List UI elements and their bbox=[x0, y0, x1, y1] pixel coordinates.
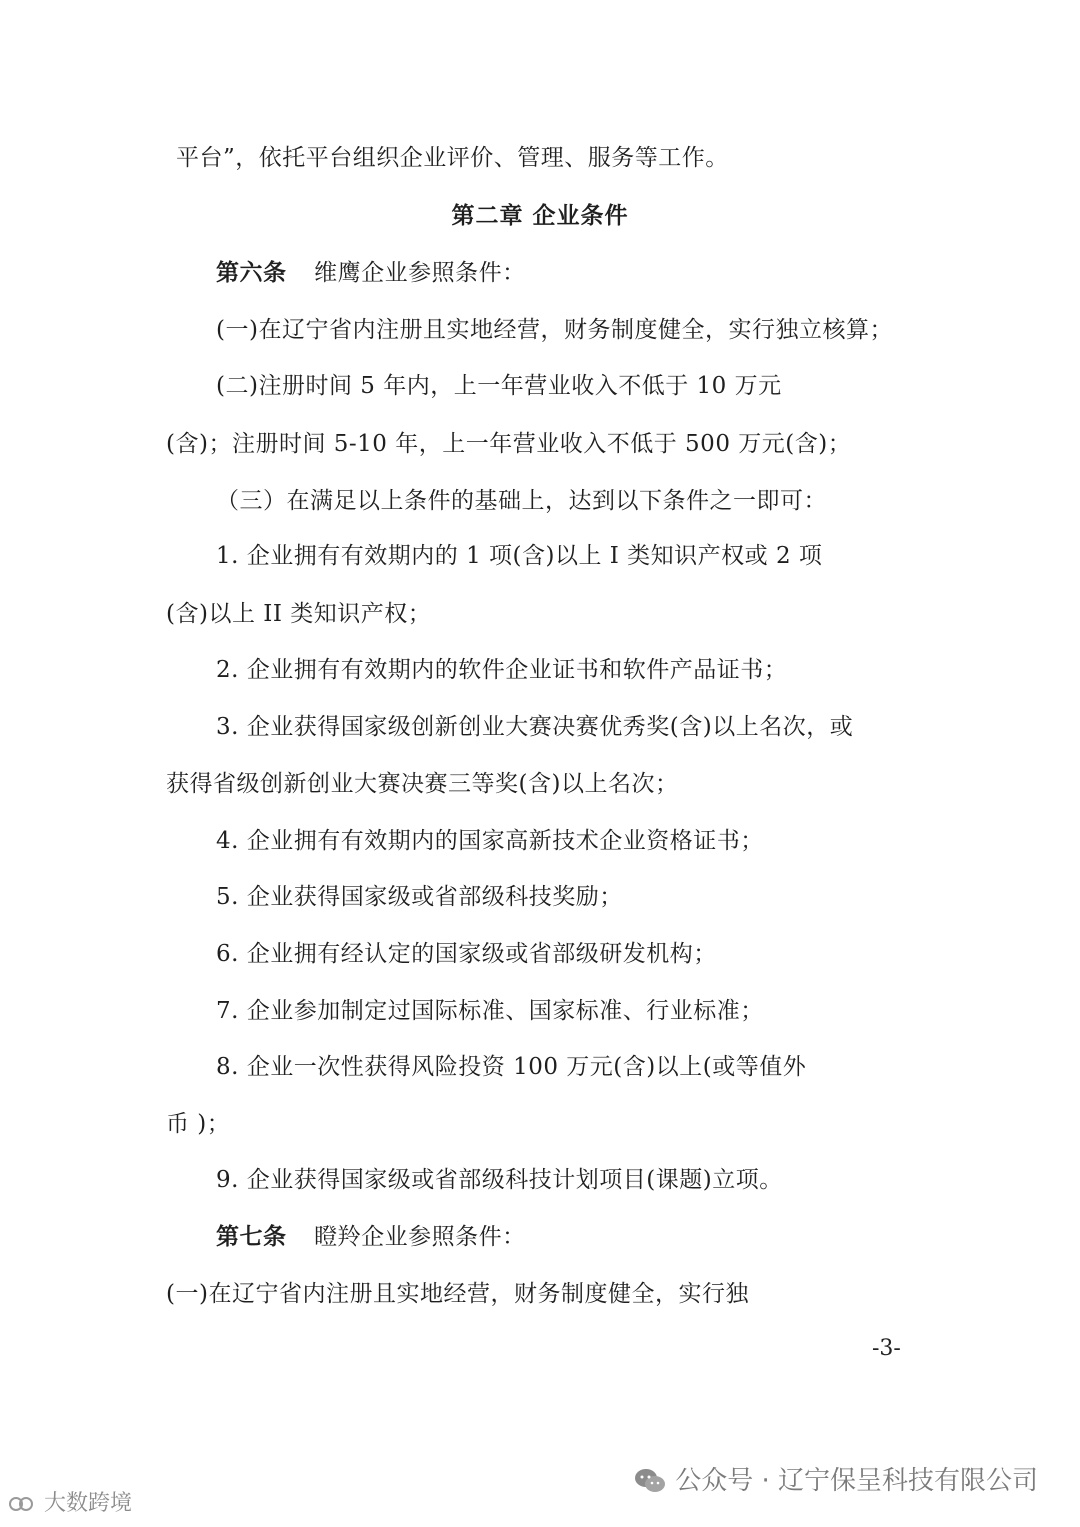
text-line-19: 币 )； bbox=[166, 1111, 231, 1137]
article-seven-line bbox=[216, 1222, 526, 1252]
text-line-8: （三）在满足以上条件的基础上，达到以下条件之一即可： bbox=[216, 488, 827, 514]
article-seven-text: 瞪羚企业参照条件： bbox=[314, 1224, 526, 1250]
article-six-line bbox=[216, 258, 526, 288]
text-line-16: 6. 企业拥有经认定的国家级或省部级研发机构； bbox=[216, 941, 717, 967]
text-line-13: 获得省级创新创业大赛决赛三等奖(含)以上名次； bbox=[166, 771, 679, 797]
chapter-heading: 第二章 企业条件 bbox=[451, 202, 629, 229]
text-line-18: 8. 企业一次性获得风险投资 100 万元(含)以上(或等值外 bbox=[216, 1054, 807, 1080]
wechat-watermark bbox=[633, 1466, 1038, 1496]
brand-watermark bbox=[8, 1491, 132, 1517]
text-line-20: 9. 企业获得国家级或省部级科技计划项目(课题)立项。 bbox=[216, 1167, 783, 1193]
text-line-17: 7. 企业参加制定过国际标准、国家标准、行业标准； bbox=[216, 998, 764, 1024]
article-six-label: 第六条 bbox=[216, 259, 287, 286]
article-six-text: 维鹰企业参照条件： bbox=[314, 260, 526, 286]
brand-logo-icon bbox=[8, 1492, 36, 1516]
text-line-7: (含)；注册时间 5-10 年，上一年营业收入不低于 500 万元(含)； bbox=[166, 431, 852, 457]
text-line-11: 2. 企业拥有有效期内的软件企业证书和软件产品证书； bbox=[216, 657, 788, 683]
text-line-12: 3. 企业获得国家级创新创业大赛决赛优秀奖(含)以上名次，或 bbox=[216, 714, 854, 740]
text-line-1: 平台”，依托平台组织企业评价、管理、服务等工作。 bbox=[176, 145, 729, 171]
wechat-watermark-text: 公众号 · 辽宁保呈科技有限公司 bbox=[675, 1466, 1038, 1496]
text-line-23: (一)在辽宁省内注册且实地经营，财务制度健全，实行独 bbox=[166, 1281, 749, 1307]
text-line-6: (二)注册时间 5 年内，上一年营业收入不低于 10 万元 bbox=[216, 373, 782, 399]
text-line-14: 4. 企业拥有有效期内的国家高新技术企业资格证书； bbox=[216, 828, 764, 854]
text-line-10: (含)以上 II 类知识产权； bbox=[166, 601, 432, 627]
wechat-icon bbox=[633, 1467, 667, 1495]
text-line-15: 5. 企业获得国家级或省部级科技奖励； bbox=[216, 884, 623, 910]
text-line-5: (一)在辽宁省内注册且实地经营，财务制度健全，实行独立核算； bbox=[216, 317, 893, 343]
page-number: -3- bbox=[872, 1336, 901, 1361]
brand-watermark-text: 大数跨境 bbox=[44, 1491, 133, 1516]
text-line-9: 1. 企业拥有有效期内的 1 项(含)以上 I 类知识产权或 2 项 bbox=[216, 543, 823, 569]
article-seven-label: 第七条 bbox=[216, 1223, 287, 1250]
